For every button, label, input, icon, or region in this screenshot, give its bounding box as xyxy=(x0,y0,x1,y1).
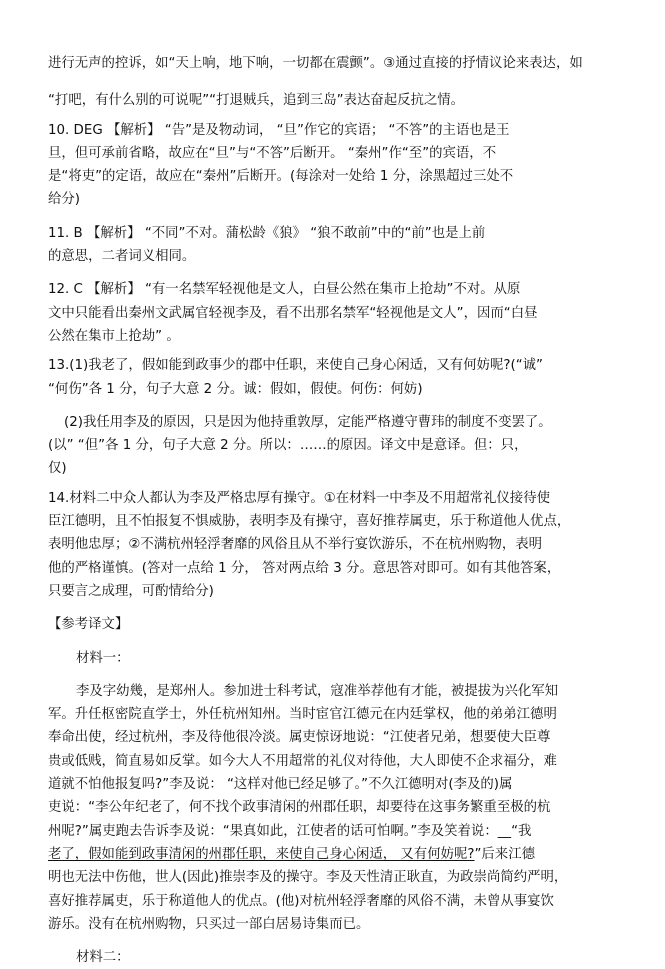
line-text: (2)我任用李及的原因，只是因为他持重敦厚，定能严格遵守曹玮的制度不变罢了。 xyxy=(64,414,552,430)
spacer xyxy=(48,603,620,613)
text-line xyxy=(48,680,620,703)
line-text: “打吧，有什么别的可说呢”“打退贼兵，追到三岛”表达奋起反抗之情。 xyxy=(48,93,465,109)
answer-key-page xyxy=(48,52,620,969)
text-line xyxy=(48,354,620,377)
line-text: 吏说：“李公年纪老了，何不找个政事清闲的州郡任职，却要待在这事务繁重至极的杭 xyxy=(48,800,551,816)
line-text: 10. DEG 【解析】 “告”是及物动词， “旦”作它的宾语； “不答”的主语也是王 xyxy=(48,122,510,138)
line-text: 州呢?”属吏跑去告诉李及说：“果真如此，江使者的话可怕啊。”李及笑着说： xyxy=(48,823,498,839)
line-text: 文中只能看出秦州文武属官轻视李及，看不出那名禁军“轻视他是文人”，因而“白昼 xyxy=(48,305,538,321)
line-text: 13.(1)我老了，假如能到政事少的郡中任职，来使自己身心闲适，又有何妨呢?(“诚” xyxy=(48,358,543,374)
line-text: 给分) xyxy=(48,192,81,208)
text-line xyxy=(48,913,620,936)
text-line xyxy=(48,378,620,401)
line-text: 奉命出使，经过杭州，李及待他很冷淡。属吏惊讶地说：“江使者兄弟，想要使大臣尊 xyxy=(48,730,551,746)
line-text: 11. B 【解析】 “不同”不对。蒲松龄《狼》 “狼不敢前”中的“前”也是上前 xyxy=(48,225,486,241)
line-text: “何伤”各 1 分，句子大意 2 分。诚：假如，假使。何伤：何妨) xyxy=(48,381,423,397)
line-text: 表明他忠厚；②不满杭州轻浮奢靡的风俗且从不举行宴饮游乐，不在杭州购物，表明 xyxy=(48,537,543,553)
text-line xyxy=(48,278,620,301)
line-text: 材料一： xyxy=(76,650,130,666)
line-text: 仅) xyxy=(48,461,67,477)
line-text: 只要言之成理，可酌情给分) xyxy=(48,583,214,599)
line-text: 贵或低贱，简直易如反掌。如今大人不用超常的礼仪对待他，大人即使不企求福分，难 xyxy=(48,753,557,769)
text-line xyxy=(48,557,620,580)
line-text: 军。升任枢密院直学士，外任杭州知州。当时宦官江德元在内廷掌权，他的弟弟江德明 xyxy=(48,707,557,723)
line-tail: ”后来江德 xyxy=(474,846,535,862)
text-line xyxy=(48,222,620,245)
text-line xyxy=(48,142,620,165)
line-text: 旦，但可承前省略，故应在“旦”与“不答”后断开。 “秦州”作“至”的宾语，不 xyxy=(48,145,497,161)
text-line xyxy=(48,119,620,142)
line-text: 进行无声的控诉，如“天上响，地下响，一切都在震颤”。③通过直接的抒情议论来表达，如 xyxy=(48,56,583,71)
text-line xyxy=(48,165,620,188)
line-text: (以” “但”各 1 分，句子大意 2 分。所以：……的原因。译文中是意译。但：只， xyxy=(48,438,528,454)
spacer xyxy=(48,212,620,222)
text-line xyxy=(48,434,620,457)
underlined-translation: 老了，假如能到政事清闲的州郡任职，来使自己身心闲适， 又有何妨呢? xyxy=(48,846,475,862)
text-line xyxy=(48,510,620,533)
line-text: 14.材料二中众人都认为李及严格忠厚有操守。①在材料一中李及不用超常礼仪接待使 xyxy=(48,490,550,506)
text-line xyxy=(48,52,620,75)
text-line xyxy=(48,533,620,556)
line-text: 是“将吏”的定语，故应在“秦州”后断开。(每涂对一处给 1 分，涂黑超过三处不 xyxy=(48,169,514,185)
line-text: 李及字幼幾，是郑州人。参加进士科考试，寇准举荐他有才能，被提拔为兴化军知 xyxy=(76,683,559,699)
text-line xyxy=(48,487,620,510)
spacer xyxy=(48,401,620,411)
line-text: 明也无法中伤他，世人(因此)推崇李及的操守。李及天性清正耿直，为政崇尚简约严明， xyxy=(48,870,568,886)
line-text: 道就不怕他报复吗?”李及说： “这样对他已经足够了。”不久江德明对(李及的)属 xyxy=(48,777,513,793)
line-text: 材料二： xyxy=(76,950,130,966)
line-text: 游乐。没有在杭州购物，只买过一部白居易诗集而已。 xyxy=(48,916,370,932)
text-line xyxy=(48,820,620,843)
spacer xyxy=(48,268,620,278)
text-line xyxy=(48,245,620,268)
text-line xyxy=(48,325,620,348)
text-line xyxy=(48,750,620,773)
text-line xyxy=(48,703,620,726)
text-line xyxy=(48,580,620,603)
spacer xyxy=(48,637,620,647)
line-text: 喜好推荐属吏，乐于称道他人的优点。(他)对杭州轻浮奢靡的风俗不满，未曾从事宴饮 xyxy=(48,893,554,909)
text-line xyxy=(48,647,620,670)
text-line xyxy=(48,946,620,969)
text-line xyxy=(48,613,620,636)
text-line xyxy=(48,457,620,480)
text-line xyxy=(48,866,620,889)
text-line xyxy=(48,890,620,913)
text-line xyxy=(48,796,620,819)
line-text: 的意思，二者词义相同。 xyxy=(48,249,196,265)
line-tail: __“我 xyxy=(497,823,532,839)
line-text: 臣江德明，且不怕报复不惧威胁，表明李及有操守，喜好推荐属吏，乐于称道他人优点， xyxy=(48,514,571,530)
text-line xyxy=(48,302,620,325)
line-text: 【参考译文】 xyxy=(48,617,129,633)
text-line xyxy=(48,773,620,796)
text-line xyxy=(48,411,620,434)
spacer xyxy=(48,670,620,680)
line-text: 12. C 【解析】 “有一名禁军轻视他是文人，白昼公然在集市上抢劫”不对。从原 xyxy=(48,282,521,298)
text-line xyxy=(48,843,620,866)
text-line xyxy=(48,89,620,112)
text-line xyxy=(48,726,620,749)
line-text: 公然在集市上抢劫” 。 xyxy=(48,328,180,344)
line-text: 他的严格谨慎。(答对一点给 1 分， 答对两点给 3 分。意思答对即可。如有其他答案， xyxy=(48,560,561,576)
text-line xyxy=(48,188,620,211)
spacer xyxy=(48,75,620,89)
